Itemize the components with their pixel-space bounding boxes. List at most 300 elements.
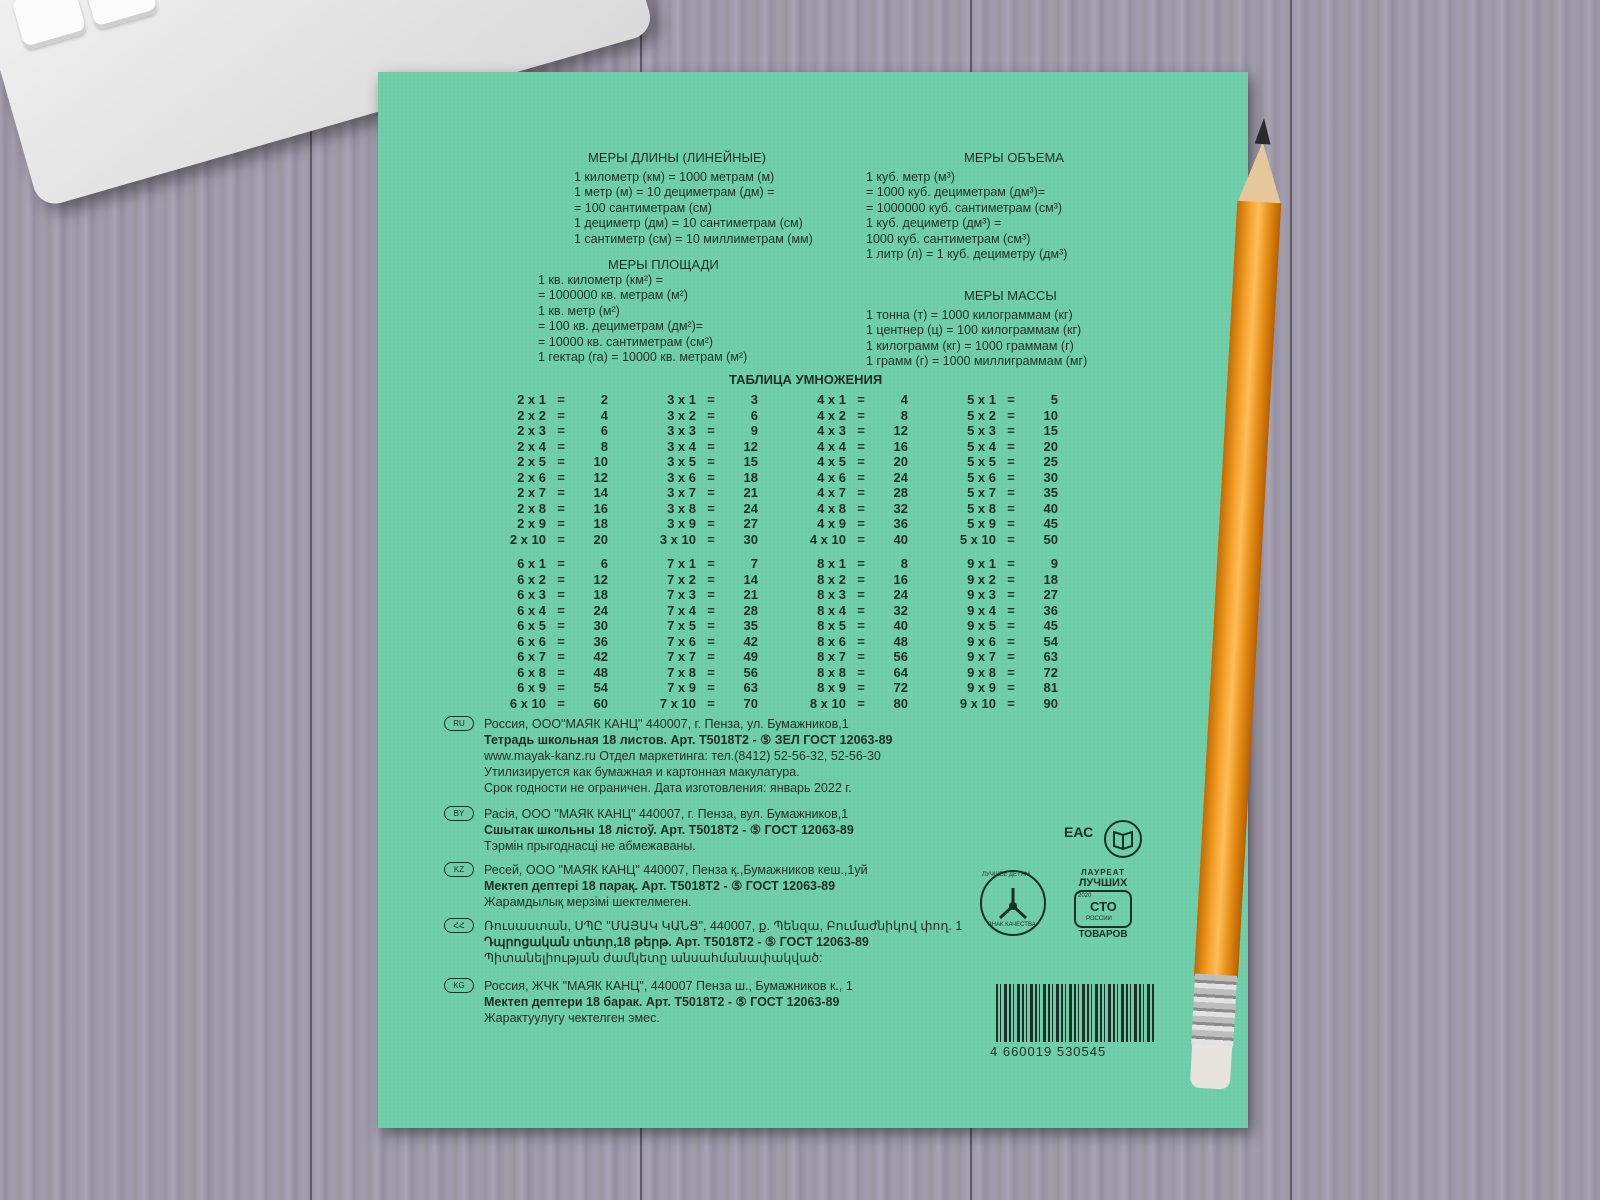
equals-sign: = [707, 695, 715, 711]
multiplication-expression: 3 x 10 [659, 531, 696, 547]
equals-sign: = [857, 469, 865, 485]
multiplication-result: 45 [1043, 516, 1058, 531]
multiplication-result: 8 [900, 407, 908, 423]
multiplication-row [488, 696, 608, 712]
multiplication-block [938, 392, 1058, 547]
multiplication-row [788, 618, 908, 634]
manufacturer-line: Мектеп дептері 18 парақ. Арт. Т5018Т2 - ⑤ ГОСТ 12063-89 [484, 879, 836, 893]
area-measures [538, 257, 747, 366]
equals-sign: = [557, 633, 565, 649]
multiplication-result: 42 [593, 649, 608, 664]
multiplication-expression: 4 x 5 [817, 454, 846, 469]
multiplication-row [488, 618, 608, 634]
equals-sign: = [707, 516, 715, 531]
manufacturer-line: www.mayak-kanz.ru Отдел маркетинга: тел.(8412) 52-56-32, 52-56-30 [484, 749, 881, 763]
multiplication-row [638, 439, 758, 455]
equals-sign: = [557, 438, 565, 454]
multiplication-expression: 8 x 6 [817, 633, 846, 649]
multiplication-row [788, 454, 908, 470]
multiplication-row [938, 680, 1058, 696]
area-line: 1 кв. метр (м²) [538, 303, 620, 318]
multiplication-result: 18 [1043, 571, 1058, 587]
multiplication-result: 60 [593, 695, 608, 711]
equals-sign: = [1007, 571, 1015, 587]
notebook-back-cover [378, 72, 1248, 1128]
multiplication-expression: 9 x 4 [967, 602, 996, 618]
eac-mark [1064, 824, 1094, 852]
multiplication-row [638, 696, 758, 712]
multiplication-result: 30 [1043, 469, 1058, 485]
manufacturer-line: Жарактуулугу чектелген эмес. [484, 1011, 660, 1025]
multiplication-row [488, 532, 608, 548]
multiplication-result: 56 [893, 649, 908, 664]
mass-title: МЕРЫ МАССЫ [964, 288, 1057, 303]
multiplication-row [788, 634, 908, 650]
multiplication-result: 36 [1043, 602, 1058, 618]
country-badge: BY [444, 806, 474, 821]
length-line: 1 километр (км) = 1000 метрам (м) [574, 169, 775, 184]
goods-label: ТОВАРОВ [1078, 929, 1128, 940]
multiplication-expression: 3 x 6 [667, 469, 696, 485]
multiplication-expression: 4 x 7 [817, 485, 846, 500]
multiplication-expression: 7 x 3 [667, 587, 696, 602]
multiplication-row [788, 603, 908, 619]
country-badge: ՀՀ [444, 918, 474, 933]
multiplication-result: 12 [593, 469, 608, 485]
multiplication-row [938, 572, 1058, 588]
multiplication-result: 2 [600, 392, 608, 407]
equals-sign: = [857, 485, 865, 500]
multiplication-result: 36 [893, 516, 908, 531]
manufacturer-block [453, 918, 963, 966]
multiplication-result: 40 [1043, 500, 1058, 516]
multiplication-expression: 2 x 7 [517, 485, 546, 500]
multiplication-row [488, 665, 608, 681]
multiplication-result: 6 [600, 556, 608, 571]
multiplication-result: 35 [1043, 485, 1058, 500]
multiplication-result: 21 [743, 485, 758, 500]
multiplication-result: 45 [1043, 618, 1058, 633]
multiplication-row [788, 680, 908, 696]
equals-sign: = [1007, 531, 1015, 547]
multiplication-expression: 2 x 1 [517, 392, 546, 407]
mass-line: 1 тонна (т) = 1000 килограммам (кг) [866, 307, 1073, 322]
multiplication-row [488, 392, 608, 408]
multiplication-row [488, 587, 608, 603]
equals-sign: = [857, 516, 865, 531]
multiplication-result: 4 [900, 392, 908, 407]
multiplication-expression: 3 x 9 [667, 516, 696, 531]
equals-sign: = [1007, 500, 1015, 516]
multiplication-row [488, 501, 608, 517]
multiplication-result: 14 [743, 571, 758, 587]
equals-sign: = [707, 664, 715, 680]
multiplication-row [788, 516, 908, 532]
multiplication-expression: 3 x 2 [667, 407, 696, 423]
multiplication-expression: 7 x 1 [667, 556, 696, 571]
multiplication-result: 54 [1043, 633, 1058, 649]
multiplication-row [938, 439, 1058, 455]
multiplication-result: 3 [750, 392, 758, 407]
equals-sign: = [557, 454, 565, 469]
multiplication-row [938, 454, 1058, 470]
laureate-label: ЛАУРЕАТ [1081, 868, 1125, 877]
equals-sign: = [857, 423, 865, 438]
multiplication-result: 72 [1043, 664, 1058, 680]
multiplication-expression: 3 x 4 [667, 438, 696, 454]
multiplication-row [638, 618, 758, 634]
equals-sign: = [707, 454, 715, 469]
manufacturer-line: Ռուսաստան, ՍՊԸ "ՄԱՅԱԿ ԿԱՆՑ", 440007, ք. Պենզա, Բումաժնիկով փող. 1 [484, 919, 963, 933]
year-label: 2020 [1078, 893, 1092, 899]
multiplication-row [638, 572, 758, 588]
equals-sign: = [707, 469, 715, 485]
equals-sign: = [707, 423, 715, 438]
multiplication-row [488, 649, 608, 665]
multiplication-block [488, 392, 608, 547]
multiplication-result: 56 [743, 664, 758, 680]
volume-line: = 1000000 куб. сантиметрам (см³) [866, 200, 1062, 215]
multiplication-expression: 8 x 4 [817, 602, 846, 618]
multiplication-result: 28 [743, 602, 758, 618]
multiplication-row [788, 485, 908, 501]
barcode [996, 984, 1156, 1042]
multiplication-row [638, 408, 758, 424]
multiplication-result: 9 [1050, 556, 1058, 571]
equals-sign: = [1007, 516, 1015, 531]
multiplication-row [788, 423, 908, 439]
eac-label: ЕАС [1064, 824, 1094, 840]
equals-sign: = [857, 618, 865, 633]
multiplication-result: 12 [743, 438, 758, 454]
equals-sign: = [1007, 438, 1015, 454]
multiplication-expression: 9 x 6 [967, 633, 996, 649]
multiplication-expression: 2 x 10 [509, 531, 546, 547]
multiplication-expression: 5 x 7 [967, 485, 996, 500]
equals-sign: = [557, 602, 565, 618]
manufacturer-line: Срок годности не ограничен. Дата изготовления: январь 2022 г. [484, 781, 852, 795]
multiplication-expression: 7 x 4 [667, 602, 696, 618]
area-title: МЕРЫ ПЛОЩАДИ [608, 257, 719, 272]
multiplication-result: 24 [893, 469, 908, 485]
multiplication-result: 8 [600, 438, 608, 454]
multiplication-result: 6 [750, 407, 758, 423]
sto-label: СТО [1090, 899, 1117, 914]
multiplication-result: 16 [893, 571, 908, 587]
equals-sign: = [707, 531, 715, 547]
multiplication-row [638, 485, 758, 501]
multiplication-row [638, 587, 758, 603]
equals-sign: = [557, 618, 565, 633]
quality-seal-top: ЛУЧШЕЕ ДЕТЯМ [982, 872, 1030, 878]
multiplication-row [788, 556, 908, 572]
equals-sign: = [1007, 392, 1015, 407]
equals-sign: = [707, 500, 715, 516]
multiplication-row [938, 423, 1058, 439]
equals-sign: = [557, 695, 565, 711]
equals-sign: = [857, 531, 865, 547]
multiplication-row [938, 485, 1058, 501]
multiplication-row [788, 408, 908, 424]
equals-sign: = [557, 587, 565, 602]
multiplication-block [638, 392, 758, 547]
mass-measures [866, 288, 1087, 370]
multiplication-row [488, 408, 608, 424]
equals-sign: = [1007, 407, 1015, 423]
multiplication-result: 12 [593, 571, 608, 587]
multiplication-row [638, 454, 758, 470]
mass-line: 1 грамм (г) = 1000 миллиграммам (мг) [866, 354, 1088, 368]
multiplication-expression: 4 x 2 [817, 407, 846, 423]
length-line: 1 дециметр (дм) = 10 сантиметрам (см) [574, 216, 803, 230]
quality-seal-bottom: ЗНАК КАЧЕСТВА [988, 922, 1036, 928]
multiplication-row [938, 470, 1058, 486]
multiplication-block [788, 556, 908, 711]
multiplication-result: 24 [893, 587, 908, 602]
multiplication-row [788, 649, 908, 665]
multiplication-expression: 5 x 8 [967, 500, 996, 516]
multiplication-expression: 6 x 9 [517, 680, 546, 695]
volume-title: МЕРЫ ОБЪЕМА [964, 150, 1064, 165]
multiplication-expression: 4 x 9 [817, 516, 846, 531]
multiplication-expression: 7 x 10 [659, 695, 696, 711]
multiplication-result: 30 [593, 618, 608, 633]
country-badge: RU [444, 716, 474, 731]
country-badge: KG [444, 978, 474, 993]
multiplication-expression: 6 x 5 [517, 618, 546, 633]
manufacturer-line: Утилизируется как бумажная и картонная макулатура. [484, 765, 800, 779]
multiplication-expression: 9 x 3 [967, 587, 996, 602]
multiplication-expression: 3 x 1 [667, 392, 696, 407]
multiplication-result: 32 [893, 602, 908, 618]
equals-sign: = [557, 500, 565, 516]
multiplication-expression: 3 x 8 [667, 500, 696, 516]
multiplication-row [488, 470, 608, 486]
multiplication-expression: 8 x 3 [817, 587, 846, 602]
multiplication-row [938, 649, 1058, 665]
multiplication-row [638, 501, 758, 517]
volume-line: 1 куб. метр (м³) [866, 169, 955, 184]
multiplication-result: 64 [893, 664, 908, 680]
volume-line: 1 куб. дециметр (дм³) = [866, 216, 1002, 230]
multiplication-row [488, 680, 608, 696]
keyboard-key [11, 0, 87, 51]
multiplication-result: 72 [893, 680, 908, 695]
equals-sign: = [857, 571, 865, 587]
area-line: = 10000 кв. сантиметрам (см²) [538, 334, 714, 349]
multiplication-row [638, 634, 758, 650]
multiplication-result: 48 [593, 664, 608, 680]
manufacturer-line: Тетрадь школьная 18 листов. Арт. Т5018Т2 - ⑤ ЗЕЛ ГОСТ 12063-89 [484, 733, 893, 747]
equals-sign: = [857, 438, 865, 454]
equals-sign: = [857, 633, 865, 649]
multiplication-result: 21 [743, 587, 758, 602]
multiplication-row [938, 618, 1058, 634]
manufacturer-line: Россия, ЖЧК "МАЯК КАНЦ", 440007 Пенза ш., Бумажников к., 1 [484, 979, 853, 993]
multiplication-result: 90 [1043, 695, 1058, 711]
multiplication-row [638, 532, 758, 548]
equals-sign: = [557, 680, 565, 695]
multiplication-expression: 4 x 1 [817, 392, 846, 407]
multiplication-result: 10 [1043, 407, 1058, 423]
multiplication-result: 35 [743, 618, 758, 633]
multiplication-result: 40 [893, 531, 908, 547]
manufacturer-line: Жарамдылық мерзімі шектелмеген. [484, 895, 692, 909]
multiplication-result: 54 [593, 680, 608, 695]
multiplication-result: 30 [743, 531, 758, 547]
multiplication-expression: 6 x 7 [517, 649, 546, 664]
multiplication-expression: 4 x 8 [817, 500, 846, 516]
equals-sign: = [1007, 587, 1015, 602]
multiplication-result: 24 [743, 500, 758, 516]
multiplication-result: 18 [593, 516, 608, 531]
multiplication-result: 63 [1043, 649, 1058, 664]
equals-sign: = [557, 556, 565, 571]
equals-sign: = [557, 516, 565, 531]
length-line: 1 сантиметр (см) = 10 миллиметрам (мм) [574, 231, 813, 246]
area-line: 1 кв. километр (км²) = [538, 272, 663, 287]
multiplication-expression: 7 x 5 [667, 618, 696, 633]
multiplication-expression: 7 x 7 [667, 649, 696, 664]
multiplication-result: 42 [743, 633, 758, 649]
equals-sign: = [557, 407, 565, 423]
equals-sign: = [857, 680, 865, 695]
multiplication-row [938, 556, 1058, 572]
equals-sign: = [1007, 664, 1015, 680]
equals-sign: = [557, 469, 565, 485]
multiplication-row [638, 470, 758, 486]
multiplication-expression: 4 x 10 [809, 531, 846, 547]
multiplication-expression: 2 x 6 [517, 469, 546, 485]
equals-sign: = [857, 695, 865, 711]
equals-sign: = [707, 602, 715, 618]
multiplication-expression: 7 x 8 [667, 664, 696, 680]
multiplication-row [638, 423, 758, 439]
equals-sign: = [707, 556, 715, 571]
multiplication-row [788, 532, 908, 548]
multiplication-result: 6 [600, 423, 608, 438]
multiplication-expression: 5 x 2 [967, 407, 996, 423]
mass-line: 1 центнер (ц) = 100 килограммам (кг) [866, 323, 1082, 337]
keyboard-key [83, 0, 159, 30]
multiplication-row [638, 603, 758, 619]
multiplication-row [638, 680, 758, 696]
manufacturer-line: Расія, ООО "МАЯК КАНЦ" 440007, г. Пенза, вул. Бумажников,1 [484, 807, 849, 821]
multiplication-block [938, 556, 1058, 711]
equals-sign: = [1007, 695, 1015, 711]
multiplication-result: 63 [743, 680, 758, 695]
multiplication-result: 15 [1043, 423, 1058, 438]
multiplication-row [938, 501, 1058, 517]
multiplication-expression: 2 x 4 [517, 438, 546, 454]
manufacturer-block [453, 806, 854, 854]
multiplication-row [638, 649, 758, 665]
multiplication-row [938, 516, 1058, 532]
multiplication-expression: 8 x 2 [817, 571, 846, 587]
equals-sign: = [707, 571, 715, 587]
multiplication-expression: 5 x 6 [967, 469, 996, 485]
multiplication-result: 25 [1043, 454, 1058, 469]
multiplication-expression: 9 x 2 [967, 571, 996, 587]
multiplication-expression: 2 x 3 [517, 423, 546, 438]
equals-sign: = [1007, 454, 1015, 469]
multiplication-result: 32 [893, 500, 908, 516]
multiplication-result: 80 [893, 695, 908, 711]
multiplication-expression: 8 x 8 [817, 664, 846, 680]
multiplication-result: 27 [743, 516, 758, 531]
multiplication-result: 12 [893, 423, 908, 438]
multiplication-expression: 9 x 8 [967, 664, 996, 680]
country-badge: KZ [444, 862, 474, 877]
equals-sign: = [857, 587, 865, 602]
equals-sign: = [1007, 649, 1015, 664]
multiplication-expression: 4 x 6 [817, 469, 846, 485]
multiplication-row [788, 665, 908, 681]
multiplication-result: 18 [743, 469, 758, 485]
best-label: ЛУЧШИХ [1078, 877, 1128, 889]
multiplication-expression: 9 x 7 [967, 649, 996, 664]
length-line: = 100 сантиметрам (см) [574, 200, 712, 215]
multiplication-result: 7 [750, 556, 758, 571]
multiplication-row [938, 408, 1058, 424]
equals-sign: = [557, 423, 565, 438]
multiplication-expression: 9 x 5 [967, 618, 996, 633]
multiplication-expression: 6 x 10 [509, 695, 546, 711]
book-icon [1104, 820, 1142, 858]
equals-sign: = [857, 392, 865, 407]
equals-sign: = [707, 633, 715, 649]
multiplication-row [938, 603, 1058, 619]
pencil-eraser [1190, 1044, 1232, 1090]
multiplication-result: 28 [893, 485, 908, 500]
equals-sign: = [707, 618, 715, 633]
multiplication-result: 8 [900, 556, 908, 571]
multiplication-row [938, 634, 1058, 650]
equals-sign: = [707, 392, 715, 407]
equals-sign: = [1007, 423, 1015, 438]
multiplication-expression: 6 x 2 [517, 571, 546, 587]
multiplication-result: 20 [893, 454, 908, 469]
multiplication-result: 18 [593, 587, 608, 602]
multiplication-result: 5 [1050, 392, 1058, 407]
russia-label: РОССИИ [1086, 916, 1112, 922]
multiplication-expression: 6 x 3 [517, 587, 546, 602]
equals-sign: = [557, 571, 565, 587]
multiplication-row [488, 454, 608, 470]
manufacturer-block [453, 978, 853, 1026]
barcode-number: 4 660019 530545 [990, 1044, 1107, 1059]
multiplication-expression: 5 x 10 [959, 531, 996, 547]
multiplication-expression: 3 x 3 [667, 423, 696, 438]
multiplication-row [638, 392, 758, 408]
multiplication-result: 20 [1043, 438, 1058, 454]
multiplication-row [788, 501, 908, 517]
manufacturer-line: Тэрмін прыгоднасці не абмежаваны. [484, 839, 696, 853]
pencil-ferrule [1191, 974, 1237, 1048]
multiplication-expression: 8 x 10 [809, 695, 846, 711]
multiplication-expression: 6 x 1 [517, 556, 546, 571]
multiplication-row [938, 532, 1058, 548]
equals-sign: = [707, 587, 715, 602]
multiplication-expression: 9 x 1 [967, 556, 996, 571]
multiplication-expression: 8 x 9 [817, 680, 846, 695]
multiplication-expression: 7 x 2 [667, 571, 696, 587]
multiplication-row [788, 696, 908, 712]
manufacturer-line: Ресей, ООО "МАЯК КАНЦ" 440007, Пенза қ.,Бумажников кеш.,1уй [484, 863, 868, 877]
multiplication-result: 48 [893, 633, 908, 649]
length-measures [574, 150, 813, 247]
multiplication-row [788, 392, 908, 408]
